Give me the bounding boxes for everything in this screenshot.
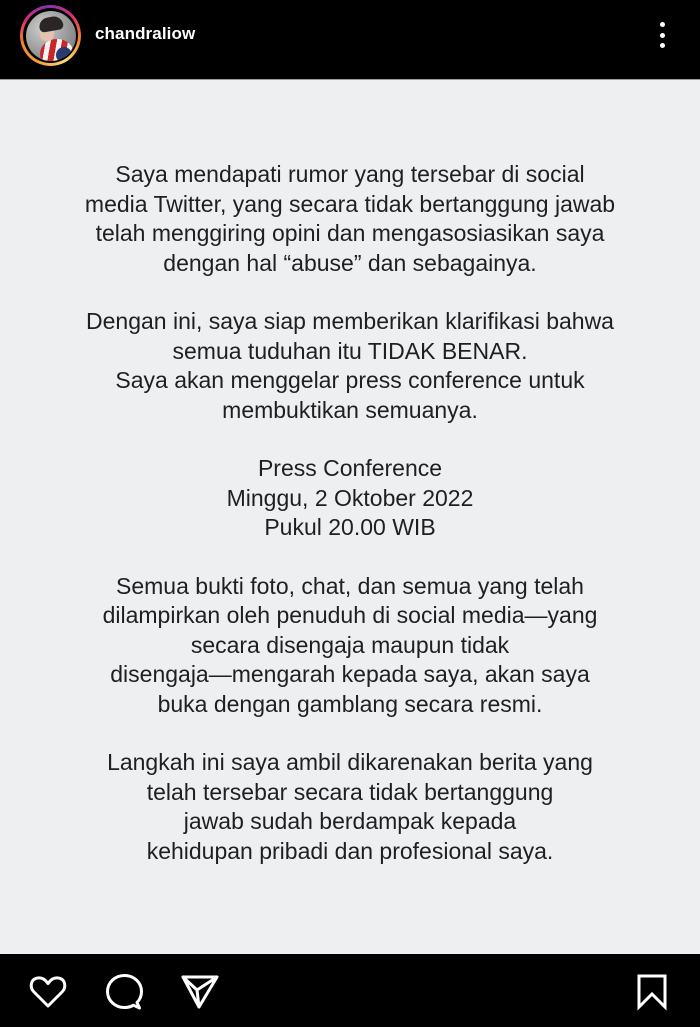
share-button[interactable]: [180, 974, 220, 1010]
text-line: media Twitter, yang secara tidak bertanggung jawab: [84, 190, 616, 217]
paragraph-clarification: [0, 307, 700, 425]
text-line: dilampirkan oleh penuduh di social media—yang: [102, 602, 598, 628]
paragraph-reason: [0, 748, 700, 866]
vertical-ellipsis-icon: [660, 43, 665, 48]
text-line: Langkah ini saya ambil dikarenakan berita yang: [107, 749, 593, 775]
text-line: membuktikan semuanya.: [222, 396, 478, 423]
text-line: Dengan ini, saya siap memberikan klarifikasi bahwa: [86, 308, 614, 334]
avatar[interactable]: [20, 5, 81, 66]
text-line: jawab sudah berdampak kepada: [183, 808, 517, 834]
text-line: secara disengaja maupun tidak: [190, 631, 510, 658]
post-image[interactable]: [0, 79, 700, 954]
text-line: buka dengan gamblang secara resmi.: [157, 690, 543, 717]
event-date: Minggu, 2 Oktober 2022: [226, 484, 474, 511]
text-line: kehidupan pribadi dan profesional saya.: [146, 837, 554, 864]
avatar-ring-gap: [23, 8, 78, 63]
bookmark-outline-icon: [636, 974, 668, 1010]
save-button[interactable]: [632, 974, 672, 1010]
username-link[interactable]: chandraliow: [95, 24, 196, 43]
text-line: dengan hal “abuse” dan sebagainya.: [163, 249, 537, 276]
post-header: [0, 0, 700, 79]
like-button[interactable]: [28, 974, 68, 1010]
text-line: telah tersebar secara tidak bertanggung: [146, 778, 554, 805]
text-line: telah menggiring opini dan mengasosiasikan saya: [95, 220, 605, 246]
text-line: semua tuduhan itu TIDAK BENAR.: [172, 337, 528, 364]
avatar-hair-shape: [37, 15, 63, 33]
paper-plane-icon: [181, 975, 219, 1009]
paragraph-evidence: [0, 572, 700, 720]
more-options-button[interactable]: [650, 18, 674, 52]
text-line: Saya akan menggelar press conference untuk: [115, 367, 585, 393]
paragraph-press-conference: [0, 454, 700, 543]
heart-outline-icon: [29, 975, 67, 1009]
text-line: Semua bukti foto, chat, dan semua yang telah: [116, 572, 584, 599]
vertical-ellipsis-icon: [660, 33, 665, 38]
post-action-bar: [0, 954, 700, 1027]
statement-text: [0, 160, 700, 895]
text-line: Saya mendapati rumor yang tersebar di social: [115, 161, 585, 187]
event-title: Press Conference: [257, 455, 443, 481]
text-line: disengaja—mengarah kepada saya, akan saya: [110, 661, 590, 687]
comment-button[interactable]: [104, 974, 144, 1010]
event-time: Pukul 20.00 WIB: [264, 514, 436, 540]
paragraph-rumor: [0, 160, 700, 278]
speech-bubble-icon: [105, 974, 143, 1010]
avatar-shield-center: [56, 47, 72, 61]
profile-photo: [26, 11, 76, 61]
vertical-ellipsis-icon: [660, 22, 665, 27]
